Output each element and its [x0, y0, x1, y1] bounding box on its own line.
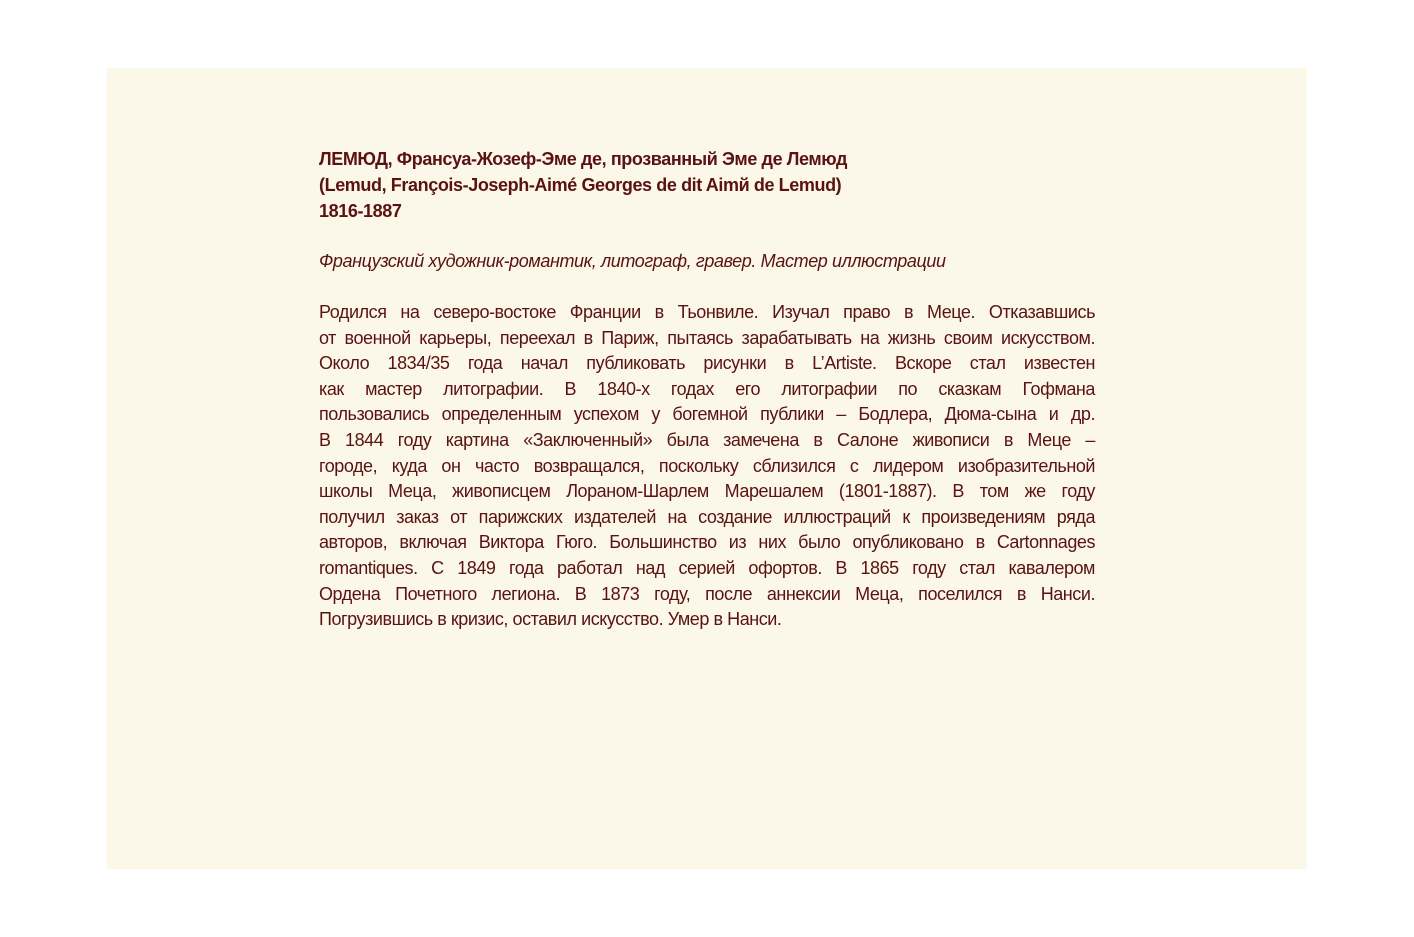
article-body: [319, 300, 1095, 633]
article-heading: [319, 146, 1095, 224]
body-line: Около 1834/35 года начал публиковать рисунки в L’Artiste. Вскоре стал известен: [319, 353, 1095, 374]
body-line: Ордена Почетного легиона. В 1873 году, после аннексии Меца, поселился в Нанси.: [319, 583, 1095, 604]
body-line: авторов, включая Виктора Гюго. Большинство из них было опубликовано в Cartonnages: [319, 532, 1095, 553]
body-line: В 1844 году картина «Заключенный» была замечена в Салоне живописи в Меце –: [319, 429, 1095, 450]
body-line: Родился на северо-востоке Франции в Тьонвиле. Изучал право в Меце. Отказавшись: [319, 302, 1095, 322]
body-line: как мастер литографии. В 1840-х годах его литографии по сказкам Гофмана: [319, 378, 1095, 399]
body-line: Погрузившись в кризис, оставил искусство. Умер в Нанси.: [319, 609, 782, 630]
title-original: (Lemud, François-Joseph-Aimé Georges de dit Aimй de Lemud): [319, 175, 842, 195]
body-line: школы Меца, живописцем Лораном-Шарлем Марешалем (1801-1887). В том же году: [319, 481, 1095, 502]
life-years: 1816-1887: [319, 201, 402, 221]
content-panel: [107, 68, 1307, 869]
body-line: romantiques. С 1849 года работал над серией офортов. В 1865 году стал кавалером: [319, 557, 1095, 578]
body-line: пользовались определенным успехом у богемной публики – Бодлера, Дюма-сына и др.: [319, 404, 1095, 425]
body-line: городе, куда он часто возвращался, поскольку сблизился с лидером изобразительной: [319, 455, 1095, 476]
body-line: получил заказ от парижских издателей на создание иллюстраций к произведениям ряда: [319, 506, 1095, 527]
article-subtitle: Французский художник-романтик, литограф, гравер. Мастер иллюстрации: [319, 251, 946, 271]
article: [319, 146, 1095, 633]
title-russian: ЛЕМЮД, Франсуа-Жозеф-Эме де, прозванный Эме де Лемюд: [319, 149, 848, 169]
body-line: от военной карьеры, переехал в Париж, пытаясь зарабатывать на жизнь своим искусством.: [319, 327, 1095, 348]
